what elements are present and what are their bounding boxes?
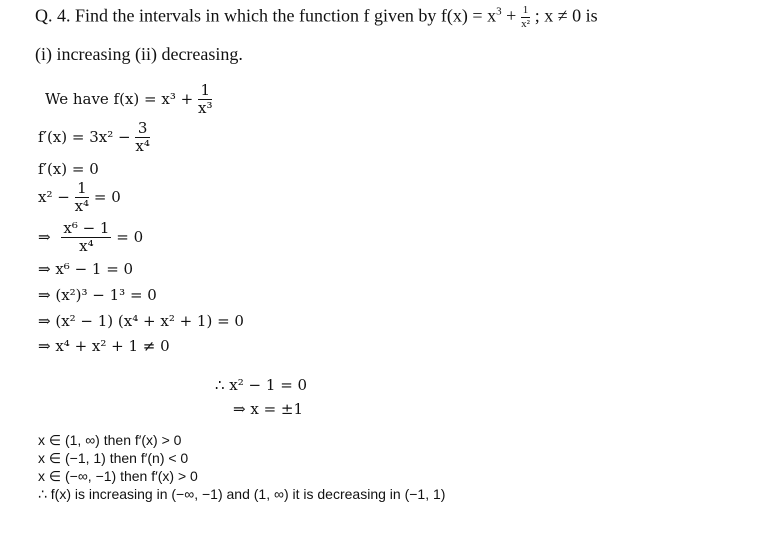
question-prefix: Q. 4. Find the intervals in which the function f given by f(x) = x	[35, 5, 497, 26]
line1-den: x³	[197, 99, 213, 118]
question-suffix: ; x ≠ 0 is	[530, 5, 598, 26]
line4-num: 1	[75, 180, 89, 198]
line5-eq: = 0	[116, 227, 144, 246]
solution-line-10: ∴ x² − 1 = 0	[215, 376, 308, 394]
question-plus: +	[501, 5, 521, 26]
question-fraction	[521, 4, 531, 30]
solution-line-5	[38, 220, 143, 256]
line5-num: x⁶ − 1	[63, 219, 110, 237]
conclusion-line-3: x ∈ (−∞, −1) then f′(x) > 0	[38, 468, 198, 484]
solution-line-1	[45, 82, 212, 118]
line4-den: x⁴	[74, 197, 90, 216]
line5-den: x⁴	[79, 237, 94, 256]
question-exponent: 3	[496, 5, 502, 18]
line5-fraction	[61, 220, 111, 256]
line4-eq: = 0	[93, 187, 121, 206]
solution-line-8: ⇒ (x² − 1) (x⁴ + x² + 1) = 0	[38, 312, 244, 330]
question-frac-num: 1	[522, 4, 529, 16]
solution-line-7: ⇒ (x²)³ − 1³ = 0	[38, 286, 157, 304]
conclusion-line-4: ∴ f(x) is increasing in (−∞, −1) and (1, ∞) it is decreasing in (−1, 1)	[38, 486, 446, 502]
conclusion-line-1: x ∈ (1, ∞) then f′(x) > 0	[38, 432, 182, 448]
conclusion-line-2: x ∈ (−1, 1) then f′(n) < 0	[38, 450, 189, 466]
solution-line-9: ⇒ x⁴ + x² + 1 ≠ 0	[38, 337, 170, 355]
line4-fraction	[75, 180, 89, 216]
line1-text: We have f(x) = x³ +	[45, 89, 194, 108]
solution-line-3: f′(x) = 0	[38, 160, 99, 178]
question-frac-den: x²	[521, 17, 530, 30]
solution-line-11: ⇒ x = ±1	[233, 400, 304, 418]
line4-text: x² −	[38, 187, 70, 206]
line2-den: x⁴	[135, 137, 150, 156]
line1-num: 1	[198, 82, 212, 100]
solution-line-4	[38, 180, 121, 216]
line2-fraction	[135, 120, 149, 156]
solution-line-2	[38, 120, 150, 156]
solution-line-6: ⇒ x⁶ − 1 = 0	[38, 260, 134, 278]
line2-text: f′(x) = 3x² −	[38, 127, 131, 146]
line2-num: 3	[135, 120, 149, 138]
question-parts: (i) increasing (ii) decreasing.	[35, 44, 243, 64]
line5-arrow: ⇒	[38, 227, 51, 246]
line1-fraction	[198, 82, 212, 118]
question-line	[35, 4, 598, 30]
